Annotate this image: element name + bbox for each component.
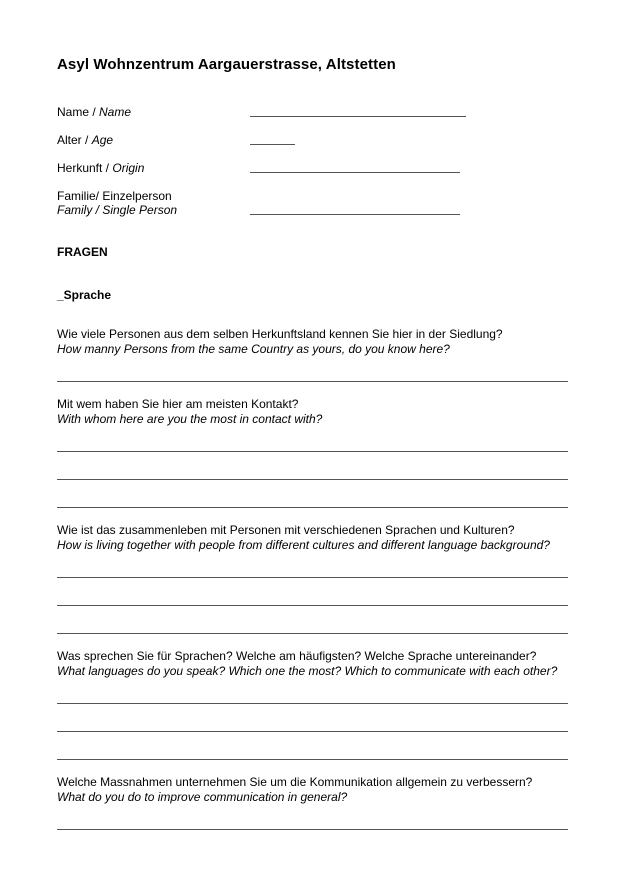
answer-line-q1-1[interactable] [57, 381, 568, 382]
age-field-label [57, 133, 113, 147]
question-3-de: Wie ist das zusammenleben mit Personen mit verschiedenen Sprachen und Kulturen? [57, 523, 515, 537]
origin-input-line[interactable] [250, 172, 460, 173]
answer-line-q4-2[interactable] [57, 731, 568, 732]
questions-heading: FRAGEN [57, 245, 108, 259]
question-1-en: How manny Persons from the same Country as yours, do you know here? [57, 342, 450, 356]
name-label-en: Name [99, 105, 132, 119]
question-3 [57, 523, 550, 553]
question-2-en: With whom here are you the most in contact with? [57, 412, 323, 426]
age-input-line[interactable] [250, 144, 295, 145]
answer-line-q3-2[interactable] [57, 605, 568, 606]
age-label-en: Age [91, 133, 114, 147]
question-1-de: Wie viele Personen aus dem selben Herkunftsland kennen Sie hier in der Siedlung? [57, 327, 503, 341]
age-label-de: Alter / [57, 133, 92, 147]
question-4-en: What languages do you speak? Which one the most? Which to communicate with each other? [57, 664, 558, 678]
question-2 [57, 397, 322, 427]
origin-label-de: Herkunft / [57, 161, 113, 175]
question-1 [57, 327, 503, 357]
answer-line-q5-1[interactable] [57, 829, 568, 830]
question-5 [57, 775, 532, 805]
question-5-en: What do you do to improve communication in general? [57, 790, 348, 804]
name-label-de: Name / [57, 105, 100, 119]
question-4-de: Was sprechen Sie für Sprachen? Welche am häufigsten? Welche Sprache untereinander? [57, 649, 537, 663]
family-field-label [57, 189, 177, 217]
answer-line-q2-1[interactable] [57, 451, 568, 452]
family-input-line[interactable] [250, 214, 460, 215]
name-input-line[interactable] [250, 116, 466, 117]
answer-line-q3-1[interactable] [57, 577, 568, 578]
answer-line-q3-3[interactable] [57, 633, 568, 634]
question-2-de: Mit wem haben Sie hier am meisten Kontakt? [57, 397, 299, 411]
page-title: Asyl Wohnzentrum Aargauerstrasse, Altstetten [57, 56, 396, 73]
answer-line-q4-3[interactable] [57, 759, 568, 760]
name-field-label [57, 105, 131, 119]
question-3-en: How is living together with people from different cultures and different language background? [57, 538, 550, 552]
origin-field-label [57, 161, 144, 175]
answer-line-q2-2[interactable] [57, 479, 568, 480]
family-label-en: Family / Single Person [57, 203, 178, 217]
question-4 [57, 649, 557, 679]
answer-line-q2-3[interactable] [57, 507, 568, 508]
question-5-de: Welche Massnahmen unternehmen Sie um die Kommunikation allgemein zu verbessern? [57, 775, 533, 789]
answer-line-q4-1[interactable] [57, 703, 568, 704]
origin-label-en: Origin [112, 161, 145, 175]
family-label-de: Familie/ Einzelperson [57, 189, 172, 203]
language-section-heading: _Sprache [57, 288, 112, 302]
